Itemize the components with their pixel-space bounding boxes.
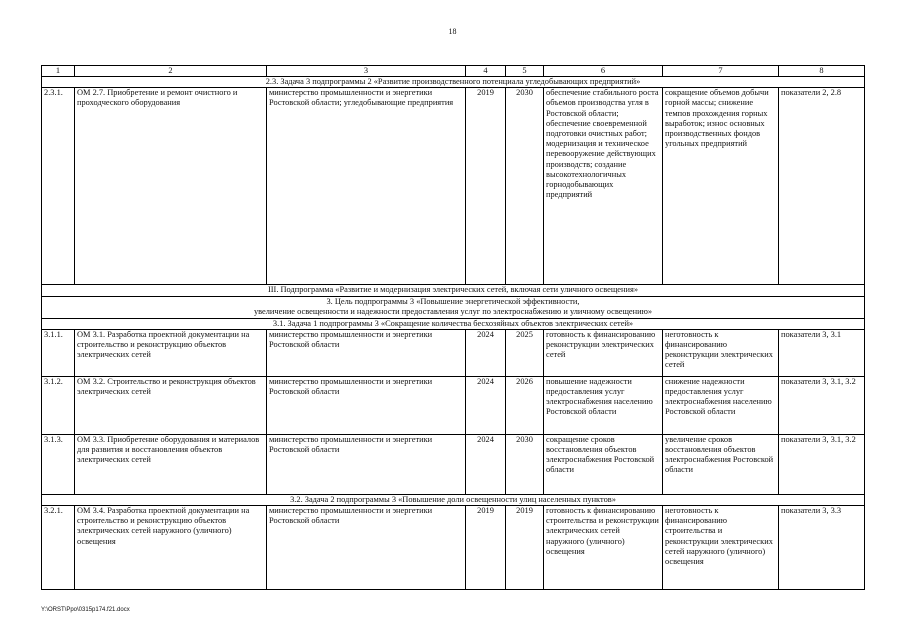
executor: министерство промышленности и энергетики Ростовской области xyxy=(267,506,466,590)
consequence: снижение надежности предоставления услуг электроснабжения населению Ростовской области xyxy=(663,376,779,434)
start-year: 2024 xyxy=(466,376,506,434)
start-year: 2024 xyxy=(466,329,506,376)
consequence: неготовность к финансированию строительства и реконструкции электрических сетей наружного (уличного) освещения xyxy=(663,506,779,590)
end-year: 2030 xyxy=(506,88,544,285)
indicators: показатели 3, 3.1 xyxy=(779,329,865,376)
section-heading-row xyxy=(42,494,865,505)
column-numbers-row xyxy=(42,66,865,77)
row-number: 3.1.3. xyxy=(42,434,75,494)
section-heading-row xyxy=(42,285,865,297)
end-year: 2025 xyxy=(506,329,544,376)
column-header: 4 xyxy=(466,66,506,77)
table-row xyxy=(42,88,865,285)
start-year: 2019 xyxy=(466,506,506,590)
section-heading: III. Подпрограмма «Развитие и модернизация электрических сетей, включая сети уличного освещения» xyxy=(42,285,865,297)
section-heading: 2.3. Задача 3 подпрограммы 2 «Развитие производственного потенциала угледобывающих предприятий» xyxy=(42,77,865,88)
table-row xyxy=(42,434,865,494)
indicators: показатели 3, 3.1, 3.2 xyxy=(779,434,865,494)
row-number: 3.2.1. xyxy=(42,506,75,590)
executor: министерство промышленности и энергетики Ростовской области; угледобывающие предприятия xyxy=(267,88,466,285)
row-number: 2.3.1. xyxy=(42,88,75,285)
expected-result: готовность к финансированию строительства и реконструкции электрических сетей наружного (уличного) освещения xyxy=(544,506,663,590)
program-measures-table xyxy=(41,65,865,590)
expected-result: сокращение сроков восстановления объектов электроснабжения Ростовской области xyxy=(544,434,663,494)
executor: министерство промышленности и энергетики Ростовской области xyxy=(267,329,466,376)
consequence: сокращение объемов добычи горной массы; снижение темпов прохождения горных выработок; износ основных производственных фондов угольных предприятий xyxy=(663,88,779,285)
page-number: 18 xyxy=(448,27,457,36)
section-heading: 3. Цель подпрограммы 3 «Повышение энергетической эффективности, xyxy=(42,297,865,308)
consequence: неготовность к финансированию реконструкции электрических сетей xyxy=(663,329,779,376)
measure-name: ОМ 2.7. Приобретение и ремонт очистного и проходческого оборудования xyxy=(75,88,267,285)
section-heading: увеличение освещенности и надежности предоставления услуг по электроснабжению и уличному освещению» xyxy=(42,307,865,318)
column-header: 2 xyxy=(75,66,267,77)
table-row xyxy=(42,329,865,376)
column-header: 6 xyxy=(544,66,663,77)
indicators: показатели 3, 3.3 xyxy=(779,506,865,590)
measure-name: ОМ 3.3. Приобретение оборудования и материалов для развития и восстановления объектов электрических сетей xyxy=(75,434,267,494)
section-heading: 3.2. Задача 2 подпрограммы 3 «Повышение доли освещенности улиц населенных пунктов» xyxy=(42,494,865,505)
expected-result: обеспечение стабильного роста объемов производства угля в Ростовской области; обеспечение своевременной подготовки очистных работ; модернизация и техническое перевооружение действующих производств; создание высокотехнологичных горнодобывающих предприятий xyxy=(544,88,663,285)
start-year: 2024 xyxy=(466,434,506,494)
end-year: 2030 xyxy=(506,434,544,494)
column-header: 5 xyxy=(506,66,544,77)
start-year: 2019 xyxy=(466,88,506,285)
column-header: 1 xyxy=(42,66,75,77)
indicators: показатели 2, 2.8 xyxy=(779,88,865,285)
file-path-footer: Y:\ORST\Ppo\0315p174.f21.docx xyxy=(41,607,130,613)
executor: министерство промышленности и энергетики Ростовской области xyxy=(267,434,466,494)
executor: министерство промышленности и энергетики Ростовской области xyxy=(267,376,466,434)
expected-result: готовность к финансированию реконструкции электрических сетей xyxy=(544,329,663,376)
section-heading-row xyxy=(42,297,865,308)
measure-name: ОМ 3.2. Строительство и реконструкция объектов электрических сетей xyxy=(75,376,267,434)
end-year: 2019 xyxy=(506,506,544,590)
table-row xyxy=(42,376,865,434)
indicators: показатели 3, 3.1, 3.2 xyxy=(779,376,865,434)
section-heading: 3.1. Задача 1 подпрограммы 3 «Сокращение количества бесхозяйных объектов электрических сетей» xyxy=(42,318,865,329)
column-header: 8 xyxy=(779,66,865,77)
measure-name: ОМ 3.1. Разработка проектной документации на строительство и реконструкцию объектов электрических сетей xyxy=(75,329,267,376)
section-heading-row xyxy=(42,307,865,318)
expected-result: повышение надежности предоставления услуг электроснабжения населению Ростовской области xyxy=(544,376,663,434)
section-heading-row xyxy=(42,318,865,329)
end-year: 2026 xyxy=(506,376,544,434)
table-row xyxy=(42,506,865,590)
row-number: 3.1.1. xyxy=(42,329,75,376)
row-number: 3.1.2. xyxy=(42,376,75,434)
column-header: 7 xyxy=(663,66,779,77)
section-heading-row xyxy=(42,77,865,88)
measure-name: ОМ 3.4. Разработка проектной документации на строительство и реконструкцию объектов электрических сетей наружного (уличного) освещения xyxy=(75,506,267,590)
consequence: увеличение сроков восстановления объектов электроснабжения Ростовской области xyxy=(663,434,779,494)
column-header: 3 xyxy=(267,66,466,77)
